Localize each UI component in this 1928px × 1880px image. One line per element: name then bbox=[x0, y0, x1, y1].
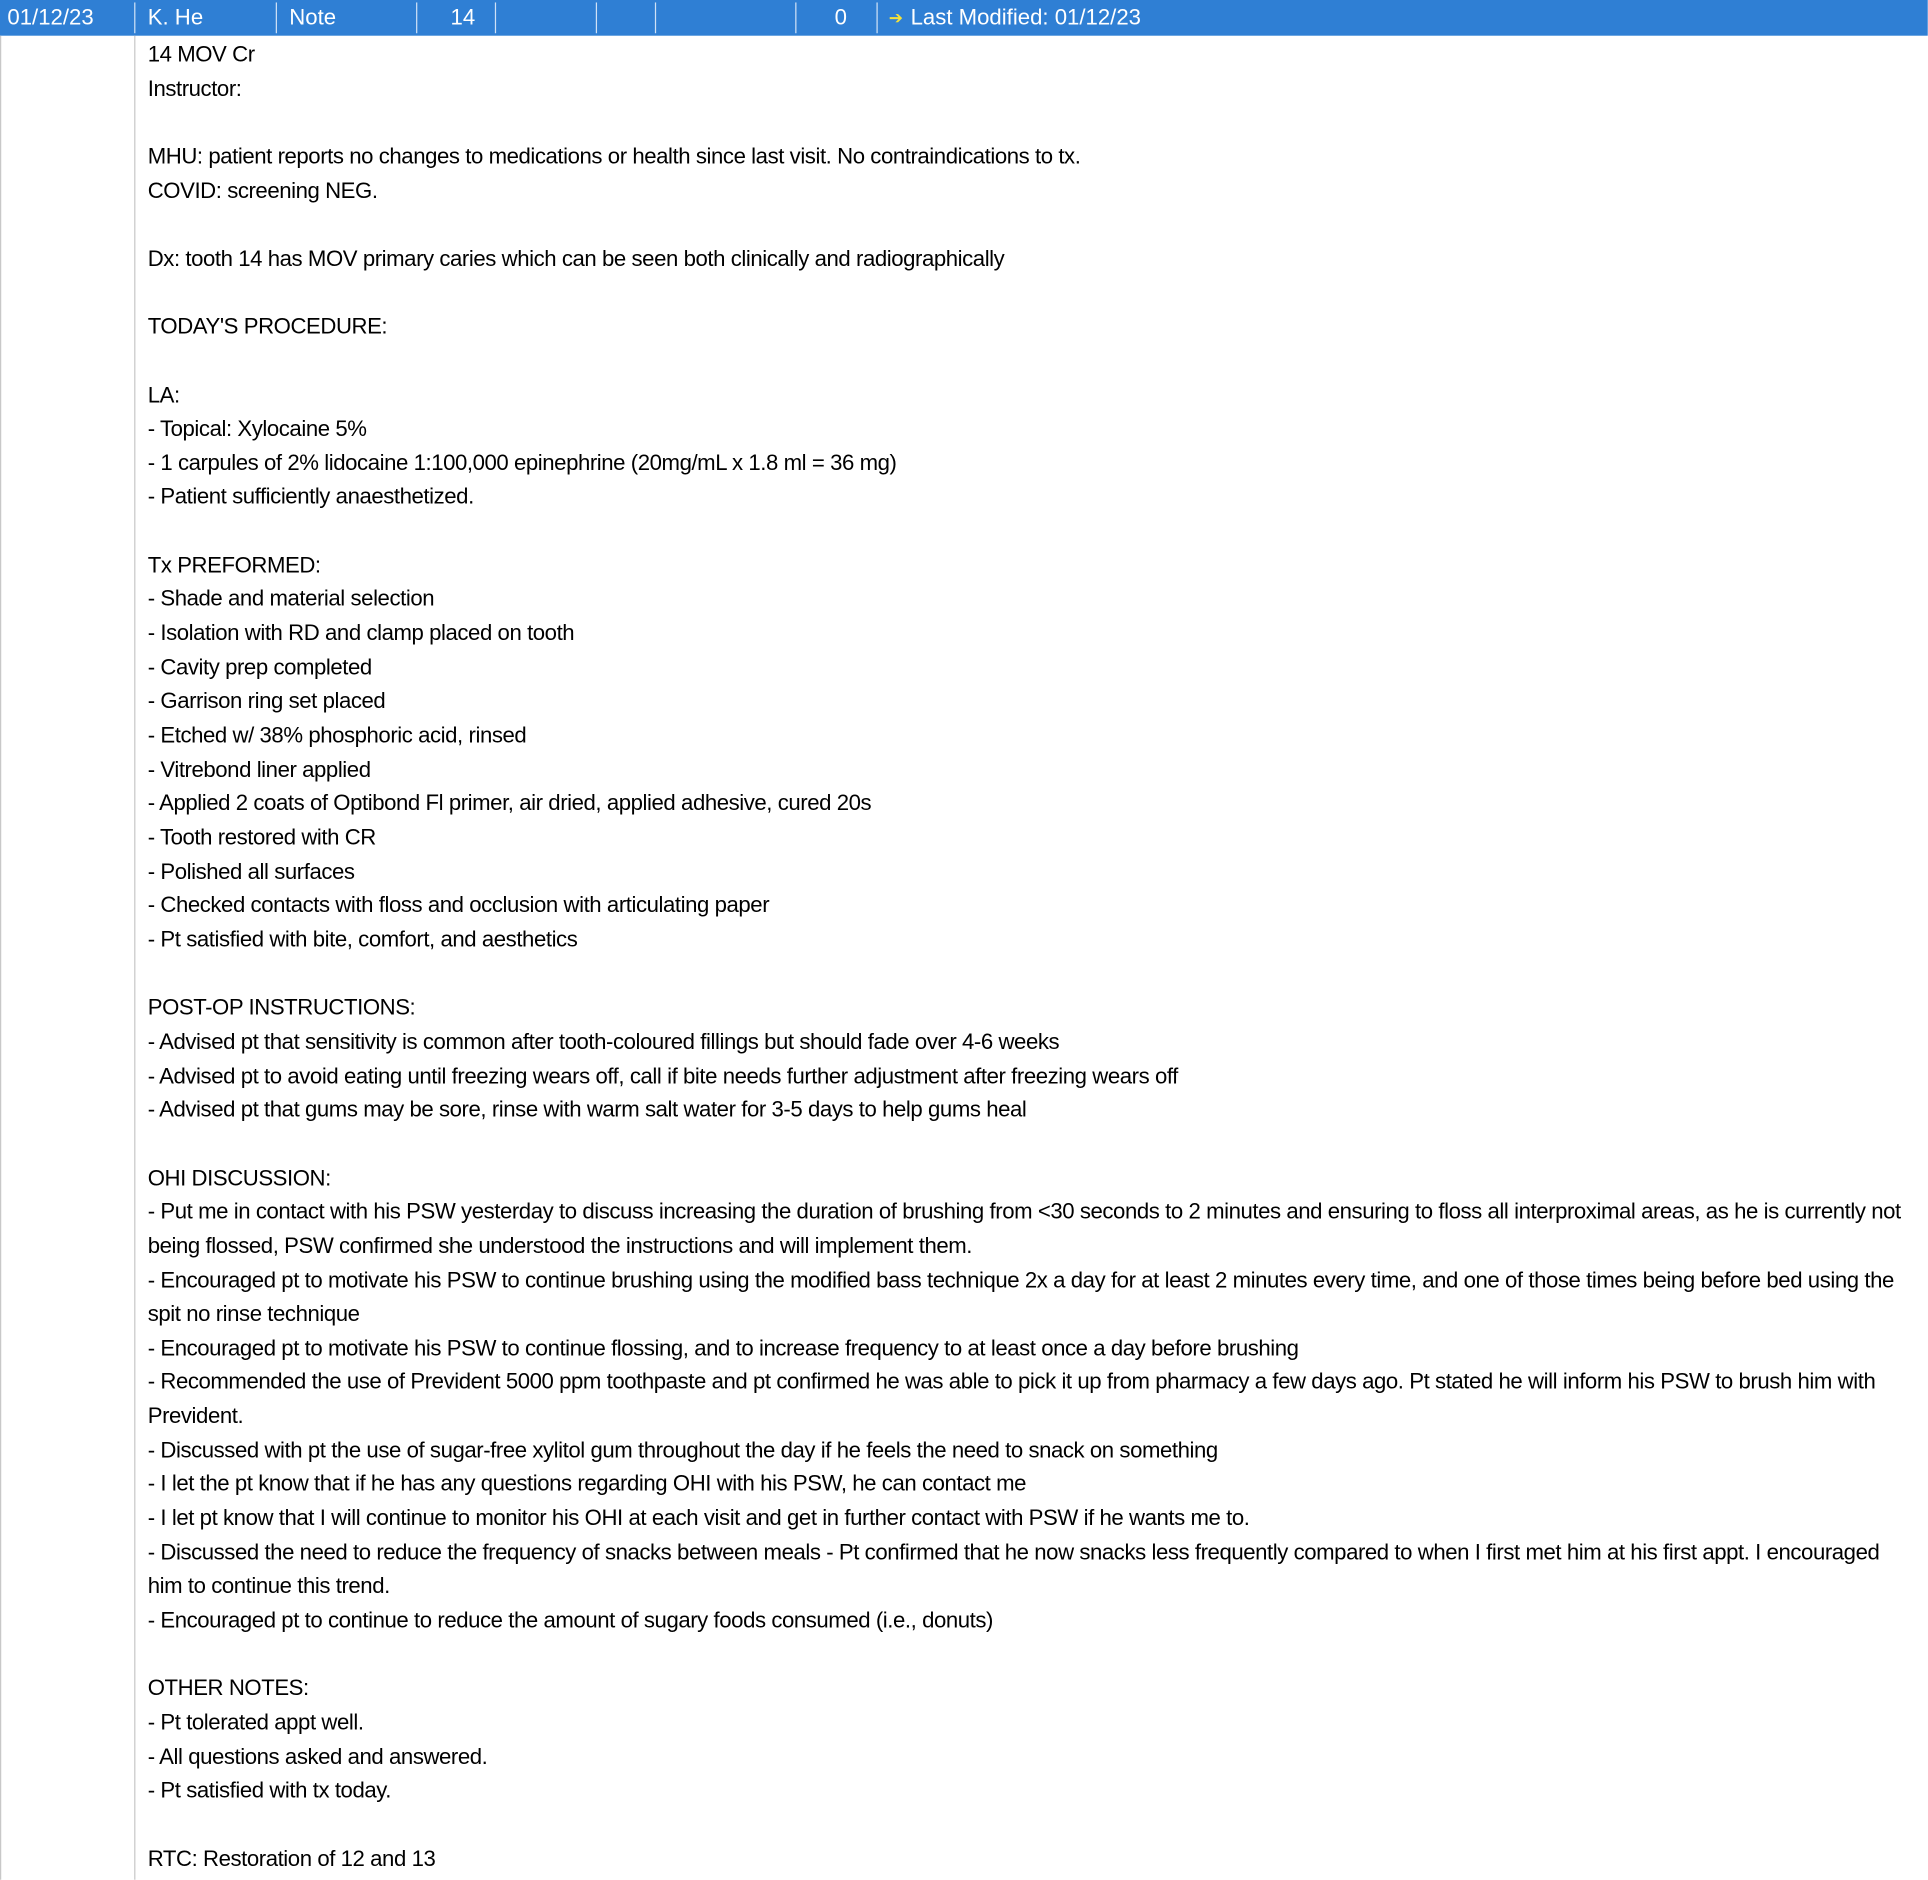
note-line: Dx: tooth 14 has MOV primary caries which can be seen both clinically and radiographically bbox=[147, 246, 1005, 271]
note-line: - Topical: Xylocaine 5% bbox=[147, 416, 367, 441]
note-type: Note bbox=[289, 4, 337, 30]
note-line: - Pt satisfied with tx today. bbox=[147, 1777, 391, 1803]
note-line: - 1 carpules of 2% lidocaine 1:100,000 epinephrine (20mg/mL x 1.8 ml = 36 mg) bbox=[147, 450, 897, 475]
note-line bbox=[148, 345, 1908, 379]
note-line: OHI DISCUSSION: bbox=[147, 1165, 331, 1190]
note-count: 0 bbox=[834, 4, 847, 30]
note-line bbox=[148, 106, 1908, 140]
note-line bbox=[148, 208, 1908, 242]
note-line bbox=[148, 1638, 1908, 1672]
note-line: RTC: Restoration of 12 and 13 bbox=[147, 1846, 436, 1871]
note-line: TODAY'S PROCEDURE: bbox=[147, 314, 388, 339]
note-line: 14 MOV Cr bbox=[147, 41, 255, 67]
last-modified-text: Last Modified: 01/12/23 bbox=[910, 4, 1141, 30]
note-line: - I let pt know that I will continue to monitor his OHI at each visit and get in further contact with PSW if he wants me to. bbox=[147, 1505, 1250, 1531]
note-line bbox=[148, 957, 1908, 991]
note-line: - Patient sufficiently anaesthetized. bbox=[147, 484, 474, 509]
note-body[interactable] bbox=[148, 38, 1908, 1876]
note-line: - Applied 2 coats of Optibond Fl primer, air dried, applied adhesive, cured 20s bbox=[147, 790, 872, 816]
note-line: - Pt tolerated appt well. bbox=[147, 1709, 364, 1735]
note-line: - Tooth restored with CR bbox=[147, 824, 376, 850]
gutter-divider bbox=[134, 36, 135, 1880]
note-line: MHU: patient reports no changes to medications or health since last visit. No contraindications to tx. bbox=[147, 143, 1081, 169]
left-border bbox=[0, 36, 1, 1880]
note-line: LA: bbox=[147, 382, 180, 407]
column-divider bbox=[876, 2, 877, 33]
note-line: - Advised pt to avoid eating until freezing wears off, call if bite needs further adjustment after freezing wears off bbox=[147, 1063, 1178, 1088]
note-line: - Polished all surfaces bbox=[147, 858, 355, 884]
note-line: - Shade and material selection bbox=[147, 586, 435, 612]
note-line bbox=[148, 1127, 1908, 1161]
note-line: - Checked contacts with floss and occlusion with articulating paper bbox=[147, 892, 770, 918]
note-provider: K. He bbox=[147, 4, 204, 30]
note-line: Tx PREFORMED: bbox=[147, 552, 321, 578]
column-divider bbox=[276, 2, 277, 33]
note-line: Instructor: bbox=[147, 75, 242, 101]
note-line: - Etched w/ 38% phosphoric acid, rinsed bbox=[147, 722, 527, 748]
note-line: - Garrison ring set placed bbox=[147, 688, 386, 714]
note-line: POST-OP INSTRUCTIONS: bbox=[147, 994, 416, 1020]
note-line: - Discussed with pt the use of sugar-free xylitol gum throughout the day if he feels the need to snack on something bbox=[147, 1437, 1218, 1463]
note-date: 01/12/23 bbox=[7, 4, 94, 30]
note-line: OTHER NOTES: bbox=[147, 1675, 309, 1701]
note-tooth: 14 bbox=[450, 4, 476, 30]
note-line: - Advised pt that gums may be sore, rinse with warm salt water for 3-5 days to help gums heal bbox=[147, 1097, 1027, 1122]
note-line: - Encouraged pt to motivate his PSW to continue flossing, and to increase frequency to at least once a day before brushing bbox=[147, 1335, 1299, 1361]
note-header-row[interactable] bbox=[0, 0, 1928, 36]
note-line: - Vitrebond liner applied bbox=[147, 756, 371, 782]
note-line: - Pt satisfied with bite, comfort, and aesthetics bbox=[147, 926, 578, 952]
note-line: - Put me in contact with his PSW yesterday to discuss increasing the duration of brushing from <30 seconds to 2 minutes and ensuring to floss all interproximal areas, as he is currently not being flossed, PSW confirmed she understood the instructions and will implement them. bbox=[147, 1199, 1901, 1258]
note-line: - Encouraged pt to continue to reduce the amount of sugary foods consumed (i.e., donuts) bbox=[147, 1607, 993, 1633]
column-divider bbox=[655, 2, 656, 33]
last-modified bbox=[889, 0, 1141, 36]
note-line: - I let the pt know that if he has any questions regarding OHI with his PSW, he can contact me bbox=[147, 1471, 1027, 1497]
column-divider bbox=[134, 2, 135, 33]
note-line bbox=[148, 515, 1908, 549]
arrow-right-icon: ➔ bbox=[888, 7, 904, 28]
note-line: - Isolation with RD and clamp placed on tooth bbox=[147, 620, 575, 646]
note-line: - Encouraged pt to motivate his PSW to continue brushing using the modified bass technique 2x a day for at least 2 minutes every time, and one of those times being before bed using the spit no rinse technique bbox=[147, 1267, 1894, 1326]
column-divider bbox=[416, 2, 417, 33]
note-line: - All questions asked and answered. bbox=[147, 1743, 488, 1769]
column-divider bbox=[596, 2, 597, 33]
note-line: - Recommended the use of Prevident 5000 ppm toothpaste and pt confirmed he was able to pick it up from pharmacy a few days ago. Pt stated he will inform his PSW to brush him with Prevident. bbox=[147, 1369, 1876, 1429]
column-divider bbox=[795, 2, 796, 33]
note-line: - Discussed the need to reduce the frequency of snacks between meals - Pt confirmed that he now snacks less frequently compared to when I first met him at his first appt. I encouraged him to continue this trend. bbox=[147, 1539, 1880, 1599]
column-divider bbox=[495, 2, 496, 33]
note-line: - Cavity prep completed bbox=[147, 654, 372, 680]
note-line: - Advised pt that sensitivity is common after tooth-coloured fillings but should fade over 4-6 weeks bbox=[147, 1029, 1060, 1054]
note-line bbox=[148, 276, 1908, 310]
note-line bbox=[148, 1808, 1908, 1842]
note-line: COVID: screening NEG. bbox=[147, 178, 378, 203]
